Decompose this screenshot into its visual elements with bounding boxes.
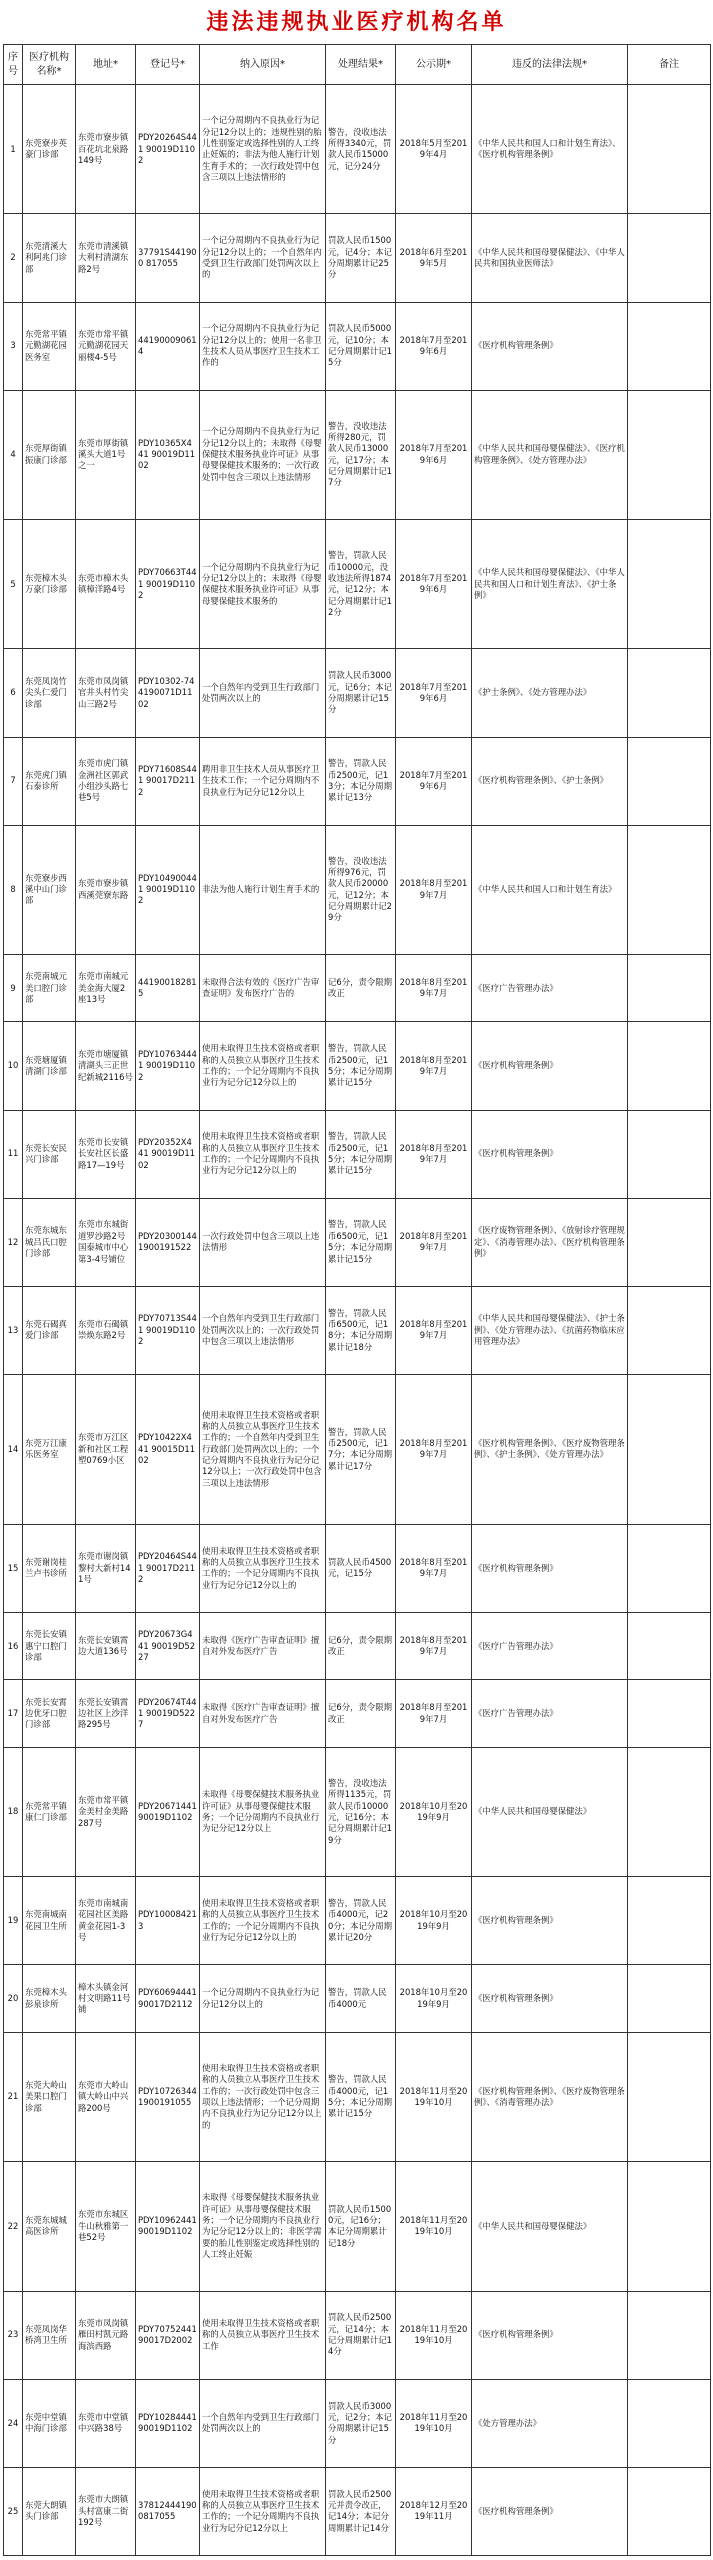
remarks [628,1877,711,1965]
publicity-period: 2018年10月至2019年9月 [396,1747,472,1876]
publicity-period: 2018年5月至2019年4月 [396,85,472,214]
penalty-result: 罚款人民币15000元，记16分；本记分周期累计记18分 [326,2162,396,2291]
table-row [4,955,711,1022]
row-number: 1 [4,85,23,214]
institution-name: 东莞厚街镇振康门诊部 [23,390,76,519]
institution-address: 东莞市清溪镇大利村清湖东路2号 [76,214,136,302]
remarks [628,1022,711,1110]
inclusion-reason: 一个记分周期内不良执业行为记分记12分以上的 [200,1965,326,2032]
table-row [4,1877,711,1965]
institution-name: 东莞石碣真爱门诊部 [23,1286,76,1374]
remarks [628,1198,711,1286]
remarks [628,214,711,302]
remarks [628,825,711,954]
table-row [4,520,711,649]
institution-address: 东莞市凤岗镇雁田村凯元路海滨西路 [76,2291,136,2379]
table-row [4,1747,711,1876]
remarks [628,1747,711,1876]
registration-number: PDY20464S441 90017D2112 [136,1524,200,1612]
inclusion-reason: 一个记分周期内不良执业行为记分记12分以上的；违规性别的胎儿性别鉴定或选择性别的人工终止妊娠的；非法为他人施行计划生育手术的；一次行政处罚中包含三项以上违法情形的 [200,85,326,214]
publicity-period: 2018年10月至2019年9月 [396,1877,472,1965]
inclusion-reason: 一个自然年内受到卫生行政部门处罚两次以上的 [200,2379,326,2467]
registration-number: PDY70713S441 90019D1102 [136,1286,200,1374]
column-header: 纳入原因* [200,45,326,85]
violated-regulations: 《中华人民共和国母婴保健法》 [472,2162,628,2291]
publicity-period: 2018年7月至2019年6月 [396,649,472,737]
registration-number: PDY60694441 90017D2112 [136,1965,200,2032]
row-number: 25 [4,2467,23,2555]
violated-regulations: 《护士条例》、《处方管理办法》 [472,649,628,737]
inclusion-reason: 使用未取得卫生技术资格或者职称的人员独立从事医疗卫生技术工作 [200,2291,326,2379]
publicity-period: 2018年7月至2019年6月 [396,737,472,825]
table-row [4,1524,711,1612]
registration-number: PDY20300144 1900191522 [136,1198,200,1286]
remarks [628,1965,711,2032]
registration-number: PDY10365X441 90019D1102 [136,390,200,519]
violated-regulations: 《医疗机构管理条例》 [472,302,628,390]
registration-number: PDY70752441 90017D2002 [136,2291,200,2379]
table-row [4,1374,711,1524]
penalty-result: 记6分，责令限期改正 [326,1612,396,1679]
registration-number: PDY10422X441 90015D1102 [136,1374,200,1524]
table-row [4,214,711,302]
violated-regulations: 《医疗机构管理条例》 [472,1022,628,1110]
penalty-result: 记6分，责令限期改正 [326,955,396,1022]
institution-address: 东莞市南城南花园社区美路黄金花园1-3号 [76,1877,136,1965]
column-header: 公示期* [396,45,472,85]
remarks [628,649,711,737]
remarks [628,2291,711,2379]
row-number: 2 [4,214,23,302]
publicity-period: 2018年7月至2019年6月 [396,302,472,390]
publicity-period: 2018年8月至2019年7月 [396,825,472,954]
row-number: 8 [4,825,23,954]
inclusion-reason: 未取得《医疗广告审查证明》擅自对外发布医疗广告 [200,1612,326,1679]
table-row [4,390,711,519]
institution-address: 东莞市东城街道罗沙路2号国泰城市中心第3-4号铺位 [76,1198,136,1286]
inclusion-reason: 未取得合法有效的《医疗广告审查证明》发布医疗广告的 [200,955,326,1022]
inclusion-reason: 未取得《医疗广告审查证明》擅自对外发布医疗广告 [200,1680,326,1747]
institution-name: 东莞长安镇惠宁口腔门诊部 [23,1612,76,1679]
table-row [4,1022,711,1110]
publicity-period: 2018年8月至2019年7月 [396,1612,472,1679]
registration-number: PDY71608S441 90017D2112 [136,737,200,825]
table-row [4,2379,711,2467]
institution-address: 东莞市中堂镇中兴路38号 [76,2379,136,2467]
institution-table [3,44,711,2556]
row-number: 10 [4,1022,23,1110]
inclusion-reason: 一个记分周期内不良执业行为记分记12分以上的；使用一名非卫生技术人员从事医疗卫生技术工作的 [200,302,326,390]
violated-regulations: 《医疗机构管理条例》 [472,2291,628,2379]
publicity-period: 2018年8月至2019年7月 [396,1524,472,1612]
row-number: 14 [4,1374,23,1524]
remarks [628,955,711,1022]
registration-number: PDY20674T441 90019D5227 [136,1680,200,1747]
row-number: 22 [4,2162,23,2291]
row-number: 9 [4,955,23,1022]
institution-name: 东莞虎门镇石泰诊所 [23,737,76,825]
institution-name: 东莞樟木头万豪门诊部 [23,520,76,649]
inclusion-reason: 聘用非卫生技术人员从事医疗卫生技术工作；一个记分周期内不良执业行为记分记12分以上 [200,737,326,825]
violated-regulations: 《医疗广告管理办法》 [472,955,628,1022]
publicity-period: 2018年11月至2019年10月 [396,2162,472,2291]
violated-regulations: 《中华人民共和国母婴保健法》、《中华人民共和国执业医师法》 [472,214,628,302]
penalty-result: 罚款人民币4500元，记15分 [326,1524,396,1612]
inclusion-reason: 非法为他人施行计划生育手术的 [200,825,326,954]
institution-address: 东莞市万江区新和社区工程塑0769小区 [76,1374,136,1524]
institution-name: 东莞清溪大利阿兆门诊部 [23,214,76,302]
institution-address: 东莞市虎门镇金洲社区郭武小组沙头路七巷5号 [76,737,136,825]
row-number: 17 [4,1680,23,1747]
penalty-result: 警告，罚款人民币2500元，记17分；本记分周期累计记17分 [326,1374,396,1524]
table-row [4,737,711,825]
inclusion-reason: 使用未取得卫生技术资格或者职称的人员独立从事医疗卫生技术工作的；一次行政处罚中包含三项以上违法情形；一个记分周期内不良执业行为记分记12分以上的 [200,2032,326,2161]
row-number: 6 [4,649,23,737]
row-number: 7 [4,737,23,825]
column-header: 处理结果* [326,45,396,85]
column-header: 序号 [4,45,23,85]
institution-address: 东莞市厚街镇溪头大道1号之一 [76,390,136,519]
table-row [4,1286,711,1374]
penalty-result: 记6分，责令限期改正 [326,1680,396,1747]
registration-number: PDY20352X441 90019D1102 [136,1110,200,1198]
registration-number: PDY20673G441 90019D5227 [136,1612,200,1679]
inclusion-reason: 一次行政处罚中包含三项以上违法情形 [200,1198,326,1286]
institution-address: 东莞市樟木头镇樟洋路4号 [76,520,136,649]
institution-address: 东莞市寮步镇百花坑北泉路149号 [76,85,136,214]
violated-regulations: 《医疗机构管理条例》 [472,1965,628,2032]
row-number: 18 [4,1747,23,1876]
table-row [4,1680,711,1747]
institution-address: 东莞市谢岗镇黎村大新村141号 [76,1524,136,1612]
column-header: 登记号* [136,45,200,85]
inclusion-reason: 未取得《母婴保健技术服务执业许可证》从事母婴保健技术服务；一个记分周期内不良执业行为记分记12分以上 [200,1747,326,1876]
row-number: 19 [4,1877,23,1965]
penalty-result: 警告，罚款人民币6500元，记18分；本记分周期累计记18分 [326,1286,396,1374]
institution-address: 东莞市大朗镇头村富康二街192号 [76,2467,136,2555]
publicity-period: 2018年11月至2019年10月 [396,2032,472,2161]
table-header-row [4,45,711,85]
publicity-period: 2018年12月至2019年11月 [396,2467,472,2555]
table-row [4,1612,711,1679]
publicity-period: 2018年10月至2019年9月 [396,1965,472,2032]
column-header: 违反的法律法规* [472,45,628,85]
institution-address: 东莞市长安镇长安社区长盛路17—19号 [76,1110,136,1198]
institution-address: 樟木头镇金河村文明路11号铺 [76,1965,136,2032]
table-row [4,825,711,954]
remarks [628,390,711,519]
violated-regulations: 《医疗机构管理条例》 [472,1110,628,1198]
inclusion-reason: 一个自然年内受到卫生行政部门处罚两次以上的 [200,649,326,737]
violated-regulations: 《医疗机构管理条例》 [472,1877,628,1965]
penalty-result: 警告，罚款人民币6500元，记15分；本记分周期累计记15分 [326,1198,396,1286]
publicity-period: 2018年8月至2019年7月 [396,955,472,1022]
violated-regulations: 《医疗机构管理条例》 [472,2467,628,2555]
institution-name: 东莞塘厦镇清湖门诊部 [23,1022,76,1110]
institution-address: 东莞市东城区牛山秋雅第一巷52号 [76,2162,136,2291]
publicity-period: 2018年8月至2019年7月 [396,1198,472,1286]
institution-name: 东莞大岭山美果口腔门诊部 [23,2032,76,2161]
remarks [628,2032,711,2161]
publicity-period: 2018年11月至2019年10月 [396,2291,472,2379]
publicity-period: 2018年8月至2019年7月 [396,1680,472,1747]
institution-name: 东莞南城元美口腔门诊部 [23,955,76,1022]
registration-number: 37812444190 0817055 [136,2467,200,2555]
row-number: 24 [4,2379,23,2467]
institution-address: 东莞市凤岗镇官井头村竹尖山三路2号 [76,649,136,737]
violated-regulations: 《医疗废物管理条例》、《放射诊疗管理规定》、《消毒管理办法》、《医疗机构管理条例》 [472,1198,628,1286]
violated-regulations: 《中华人民共和国人口和计划生育法》、《医疗机构管理条例》 [472,85,628,214]
inclusion-reason: 使用未取得卫生技术资格或者职称的人员独立从事医疗卫生技术工作的；一个记分周期内不良执业行为记分记12分以上的 [200,1110,326,1198]
remarks [628,1374,711,1524]
remarks [628,1612,711,1679]
inclusion-reason: 使用未取得卫生技术资格或者职称的人员独立从事医疗卫生技术工作的；一个记分周期内不良执业行为记分记12分以上的 [200,1524,326,1612]
publicity-period: 2018年11月至2019年10月 [396,2379,472,2467]
institution-name: 东莞凤岗华桥湾卫生所 [23,2291,76,2379]
registration-number: PDY20671441 90019D1102 [136,1747,200,1876]
registration-number: 441900090614 [136,302,200,390]
publicity-period: 2018年8月至2019年7月 [396,1374,472,1524]
institution-name: 东莞东城东城吕氏口腔门诊部 [23,1198,76,1286]
column-header: 备注 [628,45,711,85]
registration-number: PDY10726344 1900191055 [136,2032,200,2161]
remarks [628,2162,711,2291]
institution-address: 东莞市石碣镇崇焕东路2号 [76,1286,136,1374]
publicity-period: 2018年7月至2019年6月 [396,390,472,519]
penalty-result: 罚款人民币1500元，记4分；本记分周期累计记25分 [326,214,396,302]
penalty-result: 警告，没收违法所得280元，罚款人民币13000元，记17分；本记分周期累计记17分 [326,390,396,519]
institution-name: 东莞万江康乐医务室 [23,1374,76,1524]
violated-regulations: 《医疗机构管理条例》 [472,1524,628,1612]
publicity-period: 2018年7月至2019年6月 [396,520,472,649]
table-row [4,2162,711,2291]
institution-name: 东莞中堂镇中海门诊部 [23,2379,76,2467]
remarks [628,2379,711,2467]
table-row [4,1965,711,2032]
violated-regulations: 《医疗广告管理办法》 [472,1680,628,1747]
violated-regulations: 《中华人民共和国母婴保健法》 [472,1747,628,1876]
table-row [4,2032,711,2161]
publicity-period: 2018年6月至2019年5月 [396,214,472,302]
violated-regulations: 《处方管理办法》 [472,2379,628,2467]
violated-regulations: 《中华人民共和国母婴保健法》、《护士条例》、《处方管理办法》、《抗菌药物临床应用管理办法》 [472,1286,628,1374]
institution-address: 东莞长安镇霄边社区上沙洋路295号 [76,1680,136,1747]
registration-number: 37791S441900 817055 [136,214,200,302]
row-number: 16 [4,1612,23,1679]
row-number: 11 [4,1110,23,1198]
row-number: 15 [4,1524,23,1612]
institution-address: 东莞市寮步镇西溪莞寮东路 [76,825,136,954]
institution-name: 东莞大朗镇头门诊部 [23,2467,76,2555]
inclusion-reason: 使用未取得卫生技术资格或者职称的人员独立从事医疗卫生技术工作的；一个自然年内受到卫生行政部门处罚两次以上的；一个记分周期内不良执业行为记分记12分以上；一次行政处罚中包含三项以上违法情形 [200,1374,326,1524]
remarks [628,737,711,825]
institution-address: 东莞长安镇霄边大道136号 [76,1612,136,1679]
institution-address: 东莞市塘厦镇清湖头三正世纪新城2116号 [76,1022,136,1110]
table-row [4,1110,711,1198]
row-number: 20 [4,1965,23,2032]
registration-number: 441900182815 [136,955,200,1022]
violated-regulations: 《医疗机构管理条例》、《医疗废物管理条例》、《消毒管理办法》 [472,2032,628,2161]
registration-number: PDY107634441 90019D1102 [136,1022,200,1110]
institution-address: 东莞市常平镇金美村金美路287号 [76,1747,136,1876]
penalty-result: 警告，没收违法所得976元，罚款人民币20000元，记12分；本记分周期累计记29分 [326,825,396,954]
violated-regulations: 《医疗机构管理条例》、《医疗废物管理条例》、《护士条例》、《处方管理办法》 [472,1374,628,1524]
institution-name: 东莞南城南花园卫生所 [23,1877,76,1965]
penalty-result: 警告，没收违法所得1135元，罚款人民币10000元，记16分；本记分周期累计记19分 [326,1747,396,1876]
publicity-period: 2018年8月至2019年7月 [396,1110,472,1198]
penalty-result: 罚款人民币3000元，记6分；本记分周期累计记15分 [326,649,396,737]
table-row [4,302,711,390]
registration-number: PDY10284441 90019D1102 [136,2379,200,2467]
penalty-result: 警告，罚款人民币4000元，记15分；本记分周期累计记15分 [326,2032,396,2161]
inclusion-reason: 使用未取得卫生技术资格或者职称的人员独立从事医疗卫生技术工作的；一个记分周期内不良执业行为记分记12分以上的 [200,1022,326,1110]
registration-number: PDY10302-744190071D11 02 [136,649,200,737]
inclusion-reason: 使用未取得卫生技术资格或者职称的人员独立从事医疗卫生技术工作的；一个记分周期内不良执业行为记分记12分以上的 [200,1877,326,1965]
penalty-result: 警告，罚款人民币10000元，没收违法所得1874元，记12分；本记分周期累计记12分 [326,520,396,649]
inclusion-reason: 一个自然年内受到卫生行政部门处罚两次以上的；一次行政处罚中包含三项以上违法情形 [200,1286,326,1374]
violated-regulations: 《中华人民共和国母婴保健法》、《医疗机构管理条例》、《处方管理办法》 [472,390,628,519]
publicity-period: 2018年8月至2019年7月 [396,1022,472,1110]
institution-name: 东莞长安霄边优牙口腔门诊部 [23,1680,76,1747]
penalty-result: 警告，罚款人民币4000元 [326,1965,396,2032]
registration-number: PDY20264S441 90019D1102 [136,85,200,214]
institution-name: 东莞寮步英豪门诊部 [23,85,76,214]
remarks [628,2467,711,2555]
penalty-result: 警告，罚款人民币4000元，记20分；本记分周期累计记20分 [326,1877,396,1965]
violated-regulations: 《中华人民共和国人口和计划生育法》 [472,825,628,954]
table-row [4,2467,711,2555]
registration-number: PDY10962441 90019D1102 [136,2162,200,2291]
row-number: 13 [4,1286,23,1374]
institution-name: 东莞寮步西溪中山门诊部 [23,825,76,954]
table-row [4,649,711,737]
penalty-result: 警告，罚款人民币2500元，记15分；本记分周期累计记15分 [326,1022,396,1110]
column-header: 地址* [76,45,136,85]
violated-regulations: 《中华人民共和国母婴保健法》、《中华人民共和国人口和计划生育法》、《护士条例》 [472,520,628,649]
table-row [4,85,711,214]
institution-name: 东莞常平镇康仁门诊部 [23,1747,76,1876]
row-number: 4 [4,390,23,519]
column-header: 医疗机构名称* [23,45,76,85]
page-title: 违法违规执业医疗机构名单 [206,9,507,35]
remarks [628,520,711,649]
penalty-result: 罚款人民币2500元并责令改正，记14分；本记分周期累计记14分 [326,2467,396,2555]
institution-address: 东莞市南城元美金海大厦2座13号 [76,955,136,1022]
institution-address: 东莞市大岭山镇大岭山中兴路200号 [76,2032,136,2161]
remarks [628,1680,711,1747]
table-row [4,2291,711,2379]
row-number: 12 [4,1198,23,1286]
penalty-result: 警告，罚款人民币2500元，记15分；本记分周期累计记15分 [326,1110,396,1198]
row-number: 21 [4,2032,23,2161]
table-row [4,1198,711,1286]
inclusion-reason: 一个记分周期内不良执业行为记分记12分以上的；一个自然年内受到卫生行政部门处罚两次以上的 [200,214,326,302]
registration-number: PDY100084213 [136,1877,200,1965]
institution-name: 东莞樟木头彭泉诊所 [23,1965,76,2032]
institution-name: 东莞谢岗桂兰卢书诊所 [23,1524,76,1612]
institution-name: 东莞常平镇元勤湖花园医务室 [23,302,76,390]
row-number: 5 [4,520,23,649]
remarks [628,1286,711,1374]
penalty-result: 警告，罚款人民币2500元，记13分；本记分周期累计记13分 [326,737,396,825]
penalty-result: 罚款人民币5000元，记10分；本记分周期累计记15分 [326,302,396,390]
registration-number: PDY70663T441 90019D1102 [136,520,200,649]
violated-regulations: 《医疗广告管理办法》 [472,1612,628,1679]
remarks [628,1524,711,1612]
publicity-period: 2018年8月至2019年7月 [396,1286,472,1374]
inclusion-reason: 一个记分周期内不良执业行为记分记12分以上的；未取得《母婴保健技术服务执业许可证》从事母婴保健技术服务的 [200,520,326,649]
inclusion-reason: 未取得《母婴保健技术服务执业许可证》从事母婴保健技术服务；一个记分周期内不良执业行为记分记12分以上的；非医学需要的胎儿性别鉴定或选择性别的人工终止妊娠 [200,2162,326,2291]
row-number: 23 [4,2291,23,2379]
penalty-result: 警告，没收违法所得3340元，罚款人民币15000元，记分24分 [326,85,396,214]
institution-name: 东莞长安民兴门诊部 [23,1110,76,1198]
registration-number: PDY104900441 90019D1102 [136,825,200,954]
inclusion-reason: 使用未取得卫生技术资格或者职称的人员独立从事医疗卫生技术工作的；一个记分周期内不良执业行为记分记12分以上 [200,2467,326,2555]
violated-regulations: 《医疗机构管理条例》、《护士条例》 [472,737,628,825]
institution-name: 东莞凤岗竹尖头仁爱门诊部 [23,649,76,737]
remarks [628,85,711,214]
institution-name: 东莞东城城高医诊所 [23,2162,76,2291]
penalty-result: 罚款人民币3000元，记2分；本记分周期累计记15分 [326,2379,396,2467]
row-number: 3 [4,302,23,390]
penalty-result: 罚款人民币2500元，记14分；本记分周期累计记14分 [326,2291,396,2379]
inclusion-reason: 一个记分周期内不良执业行为记分记12分以上的；未取得《母婴保健技术服务执业许可证》从事母婴保健技术服务的；一次行政处罚中包含三项以上违法情形 [200,390,326,519]
remarks [628,302,711,390]
remarks [628,1110,711,1198]
institution-address: 东莞市常平镇元勤湖花园天丽楼4-5号 [76,302,136,390]
